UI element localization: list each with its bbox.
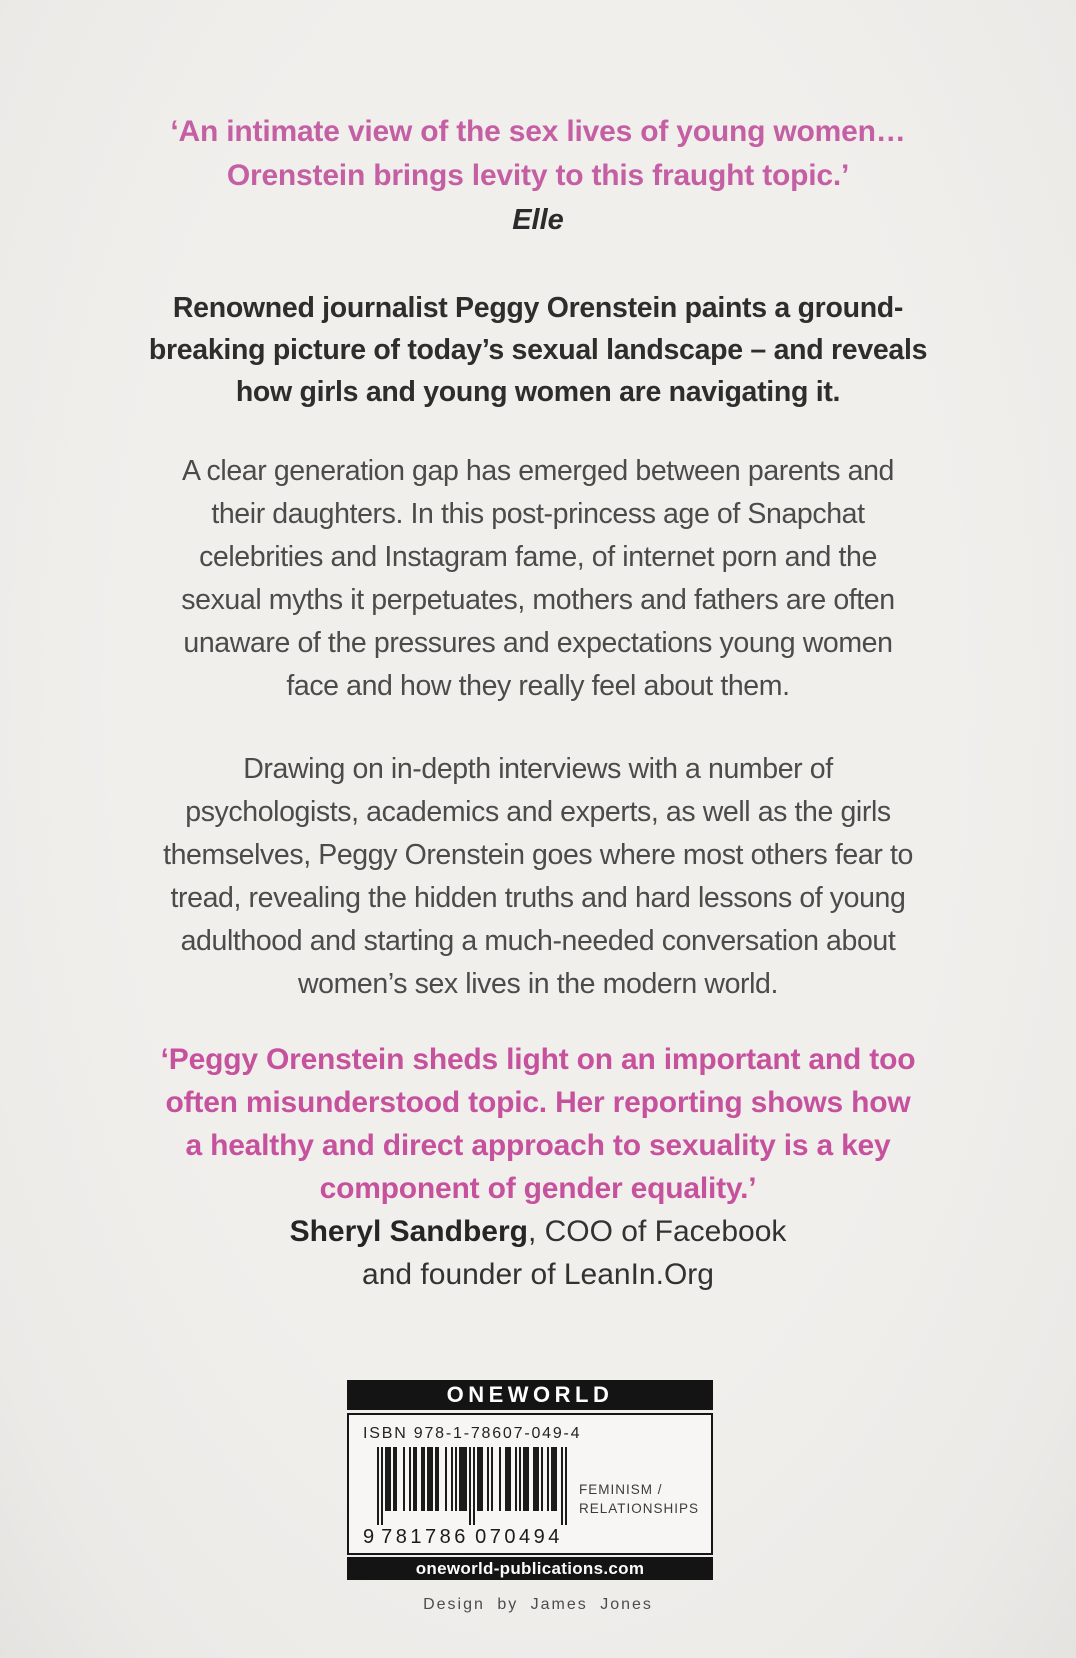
review-quote-top-line-1: ‘An intimate view of the sex lives of young women… <box>170 115 906 148</box>
category-label <box>579 1480 699 1518</box>
review-attribution-line-2: and founder of LeanIn.Org <box>362 1258 714 1291</box>
paragraph-1-line-6: face and how they really feel about them. <box>286 670 790 702</box>
review-quote-top-line-2: Orenstein brings levity to this fraught topic.’ <box>226 159 850 192</box>
intro-line-1: Renowned journalist Peggy Orenstein paints a ground- <box>172 292 904 324</box>
category-line-1: FEMINISM / <box>579 1482 663 1497</box>
review-quote-bottom-line-3: a healthy and direct approach to sexuality is a key <box>185 1129 891 1162</box>
review-source-elle: Elle <box>512 204 564 236</box>
description-paragraph-1 <box>0 450 1076 708</box>
isbn-label: ISBN 978-1-78607-049-4 <box>363 1425 582 1442</box>
svg-text:070494: 070494 <box>475 1526 563 1545</box>
paragraph-1-line-1: A clear generation gap has emerged between parents and <box>182 455 894 487</box>
paragraph-2-line-2: psychologists, academics and experts, as well as the girls <box>185 796 891 828</box>
paragraph-1-line-4: sexual myths it perpetuates, mothers and fathers are often <box>181 584 895 616</box>
paragraph-2-line-6: women’s sex lives in the modern world. <box>297 968 779 1000</box>
paragraph-1-line-5: unaware of the pressures and expectations young women <box>183 627 893 659</box>
paragraph-2-line-5: adulthood and starting a much-needed conversation about <box>180 925 896 957</box>
paragraph-2-line-3: themselves, Peggy Orenstein goes where most others fear to <box>163 839 913 871</box>
ean13-barcode <box>363 1447 571 1545</box>
review-quote-top <box>0 110 1076 242</box>
paragraph-2-line-1: Drawing on in-depth interviews with a number of <box>243 753 833 785</box>
description-paragraph-2 <box>0 748 1076 1006</box>
review-quote-bottom-line-2: often misunderstood topic. Her reporting shows how <box>165 1086 911 1119</box>
intro-line-2: breaking picture of today’s sexual landscape – and reveals <box>148 334 928 366</box>
design-credit: Design by James Jones <box>423 1596 653 1613</box>
intro-paragraph <box>0 287 1076 413</box>
publisher-website-bar: oneworld-publications.com <box>347 1557 713 1580</box>
publisher-name-bar: ONEWORLD <box>347 1380 713 1410</box>
attribution-name: Sheryl Sandberg <box>289 1215 528 1248</box>
publisher-barcode-box <box>347 1380 713 1580</box>
paragraph-1-line-2: their daughters. In this post-princess age of Snapchat <box>211 498 865 530</box>
review-quote-bottom-line-4: component of gender equality.’ <box>319 1172 757 1205</box>
review-quote-bottom-line-1: ‘Peggy Orenstein sheds light on an important and too <box>160 1043 916 1076</box>
review-quote-bottom <box>0 1038 1076 1296</box>
barcode-panel <box>347 1413 713 1555</box>
paragraph-2-line-4: tread, revealing the hidden truths and hard lessons of young <box>170 882 906 914</box>
attribution-title: , COO of Facebook <box>527 1215 787 1248</box>
category-line-2: RELATIONSHIPS <box>579 1501 700 1516</box>
intro-line-3: how girls and young women are navigating it. <box>235 376 841 408</box>
review-attribution-line-1 <box>0 1210 1076 1253</box>
svg-text:9: 9 <box>363 1526 375 1545</box>
paragraph-1-line-3: celebrities and Instagram fame, of internet porn and the <box>199 541 877 573</box>
svg-text:781786: 781786 <box>381 1526 469 1545</box>
